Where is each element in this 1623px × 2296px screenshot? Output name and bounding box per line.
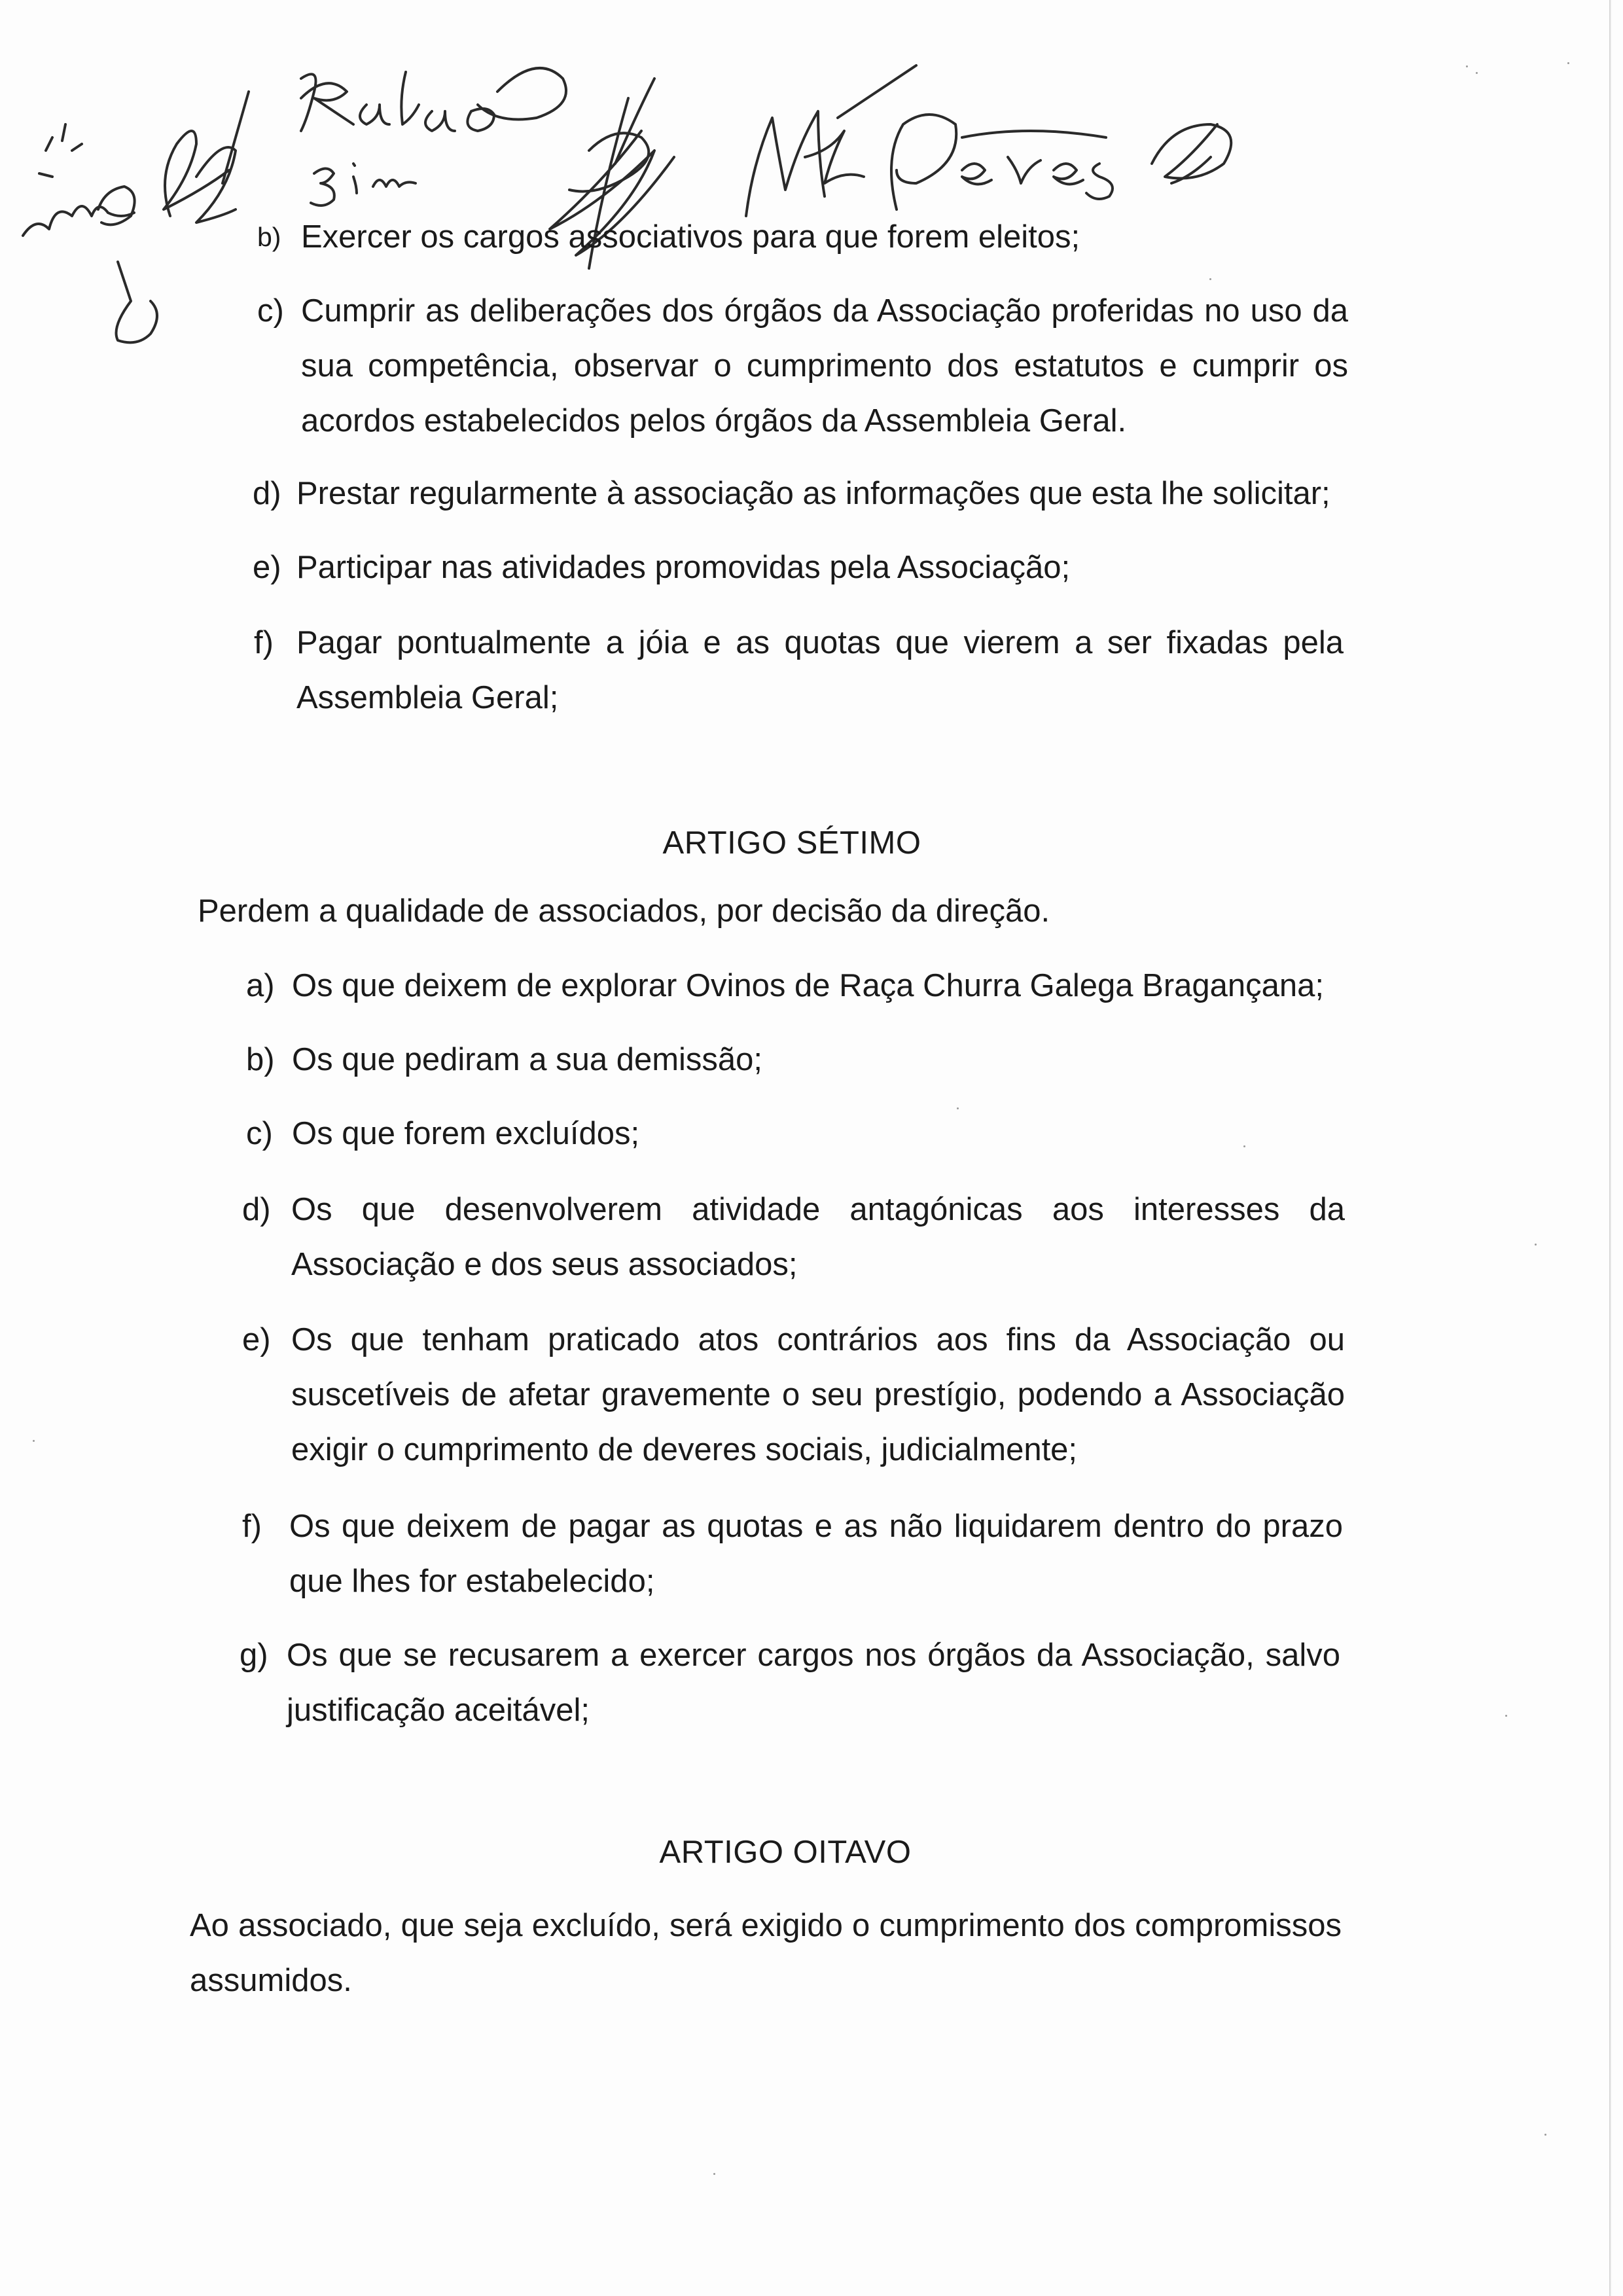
list-item-text: Os que forem excluídos; bbox=[292, 1116, 640, 1151]
list-item-letter: f) bbox=[254, 625, 274, 660]
section-paragraph: Ao associado, que seja excluído, será exigido o cumprimento dos compromissos assumidos. bbox=[190, 1908, 1342, 1998]
scan-speck bbox=[1466, 65, 1468, 67]
list-item-text: Os que pediram a sua demissão; bbox=[292, 1042, 763, 1077]
scan-speck bbox=[1567, 62, 1569, 64]
scan-speck bbox=[33, 1440, 35, 1442]
list-item-text: Exercer os cargos associativos para que forem eleitos; bbox=[301, 219, 1080, 255]
list-item-text: Pagar pontualmente a jóia e as quotas que vierem a ser fixadas pela Assembleia Geral; bbox=[296, 625, 1344, 715]
list-item-letter: g) bbox=[240, 1638, 268, 1673]
scan-speck bbox=[1505, 1715, 1507, 1717]
list-item-letter: f) bbox=[242, 1509, 262, 1544]
section-heading: ARTIGO OITAVO bbox=[659, 1835, 912, 1870]
list-item-text: Os que tenham praticado atos contrários aos fins da Associação ou suscetíveis de afetar gravemente o seu prestígio, podendo a Associação exigir o cumprimento de deveres sociais, judicialmente; bbox=[291, 1322, 1345, 1467]
list-item-text: Os que se recusarem a exercer cargos nos órgãos da Associação, salvo justificação aceitável; bbox=[287, 1638, 1340, 1728]
scan-speck bbox=[1535, 1244, 1537, 1246]
list-item-letter: e) bbox=[253, 550, 281, 585]
list-item-letter: a) bbox=[246, 968, 275, 1003]
section-heading: ARTIGO SÉTIMO bbox=[662, 825, 921, 861]
scan-speck bbox=[1544, 2134, 1546, 2136]
list-item-text: Os que deixem de pagar as quotas e as não liquidarem dentro do prazo que lhes for estabelecido; bbox=[289, 1509, 1343, 1599]
page-edge-shadow bbox=[1609, 0, 1611, 2296]
list-item-letter: e) bbox=[242, 1322, 271, 1357]
list-item-letter: d) bbox=[242, 1192, 271, 1227]
section-intro: Perdem a qualidade de associados, por decisão da direção. bbox=[198, 893, 1050, 929]
scan-speck bbox=[713, 2173, 715, 2175]
list-item-letter: c) bbox=[257, 293, 284, 329]
list-item-letter: c) bbox=[246, 1116, 273, 1151]
scan-speck bbox=[1476, 72, 1478, 74]
list-item-letter: d) bbox=[253, 476, 281, 511]
scan-speck bbox=[1209, 278, 1211, 280]
list-item-text: Os que desenvolverem atividade antagónicas aos interesses da Associação e dos seus associados; bbox=[291, 1192, 1345, 1282]
list-item-letter: b) bbox=[246, 1042, 275, 1077]
list-item-text: Cumprir as deliberações dos órgãos da Associação proferidas no uso da sua competência, observar o cumprimento dos estatutos e cumprir os acordos estabelecidos pelos órgãos da Assembleia Geral. bbox=[301, 293, 1348, 439]
list-item-letter: b) bbox=[257, 222, 281, 252]
list-item-text: Participar nas atividades promovidas pela Associação; bbox=[296, 550, 1071, 585]
scan-speck bbox=[957, 1107, 959, 1109]
list-item-text: Prestar regularmente à associação as informações que esta lhe solicitar; bbox=[296, 476, 1330, 511]
list-item-text: Os que deixem de explorar Ovinos de Raça Churra Galega Bragançana; bbox=[292, 968, 1325, 1003]
scan-speck bbox=[1243, 1145, 1245, 1147]
